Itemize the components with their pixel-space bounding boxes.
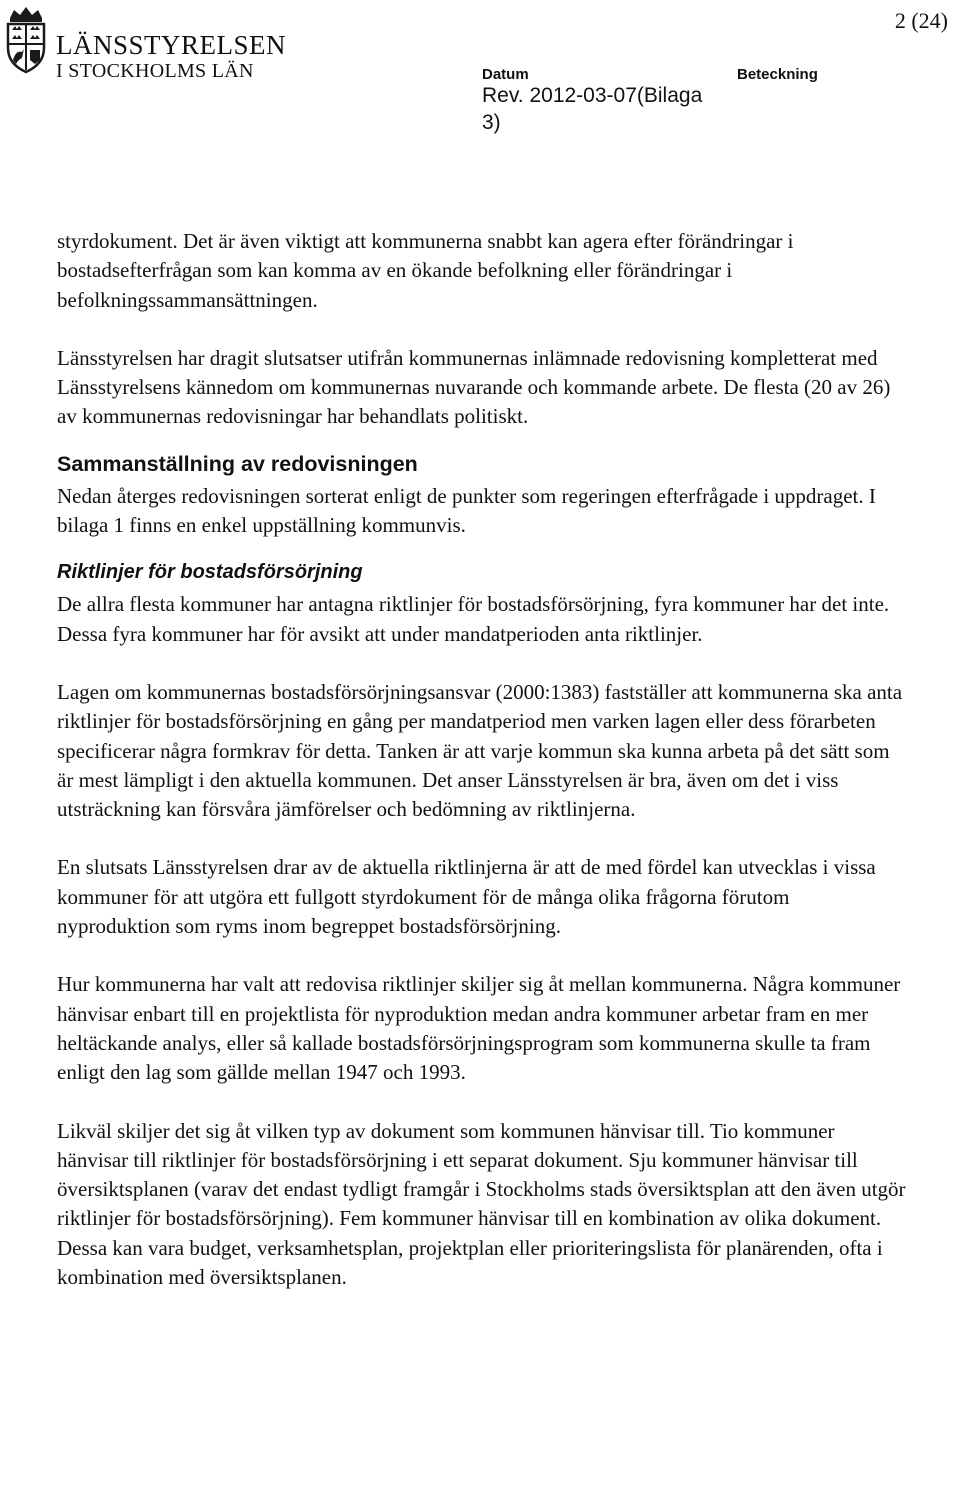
reference-label: Beteckning [737,66,818,83]
document-body [57,227,907,1321]
logo-text [56,30,286,82]
coat-of-arms-logo [2,4,50,76]
paragraph-conclusion: En slutsats Länsstyrelsen drar av de aktuella riktlinjerna är att de med fördel kan utvecklas i vissa kommuner för att utgöra ett fullgott styrdokument för de många olika frågorna förutom nyproduktion som ryms inom begreppet bostadsförsörjning. [57,855,876,939]
page-number: 2 (24) [894,8,948,33]
paragraph-document-types: Likväl skiljer det sig åt vilken typ av dokument som kommunen hänvisar till. Tio kommuner hänvisar till riktlinjer för bostadsförsörjning i ett separat dokument. Sju kommuner hänvisar till översiktsplanen (varav det endast tydligt framgår i Stockholms stads översiktsplan att den även utgör riktlinjer för bostadsförsörjning). Fem kommuner hänvisar till en kombination av olika dokument. Dessa kan vara budget, verksamhetsplan, projektplan eller prioriteringslista för planärenden, ofta i kombination med översiktsplanen. [57,1118,906,1290]
section-heading-summary: Sammanställning av redovisningen [57,451,418,476]
date-value: Rev. 2012-03-07(Bilaga 3) [482,84,703,134]
subsection-heading-guidelines: Riktlinjer för bostadsförsörjning [57,561,363,584]
paragraph-summary: Nedan återges redovisningen sorterat enligt de punkter som regeringen efterfrågade i uppdraget. I bilaga 1 finns en enkel uppställning kommunvis. [57,483,876,538]
paragraph-guidelines: De allra flesta kommuner har antagna riktlinjer för bostadsförsörjning, fyra kommuner har det inte. Dessa fyra kommuner har för avsikt att under mandatperioden anta riktlinjer. [57,592,890,646]
paragraph-law: Lagen om kommunernas bostadsförsörjningsansvar (2000:1383) fastställer att kommunerna ska anta riktlinjer för bostadsförsörjning en gång per mandatperiod men varken lagen eller dess förarbeten specificerar några formkrav för detta. Tanken är att varje kommun ska kunna arbeta på det sätt som är mest lämpligt i den aktuella kommunen. Det anser Länsstyrelsen är bra, även om det i viss utsträckning kan försvåra jämförelser och bedömning av riktlinjerna. [57,679,903,822]
paragraph-intro: styrdokument. Det är även viktigt att kommunerna snabbt kan agera efter förändringar i bostadsefterfrågan som kan komma av en ökande befolkning eller förändringar i befolkningssammansättningen. [57,229,794,312]
logo-line-county: I STOCKHOLMS LÄN [56,60,254,82]
paragraph-reporting: Hur kommunerna har valt att redovisa riktlinjer skiljer sig åt mellan kommunerna. Några kommuner hänvisar enbart till en projektlista för nyproduktion medan andra kommuner arbetar fram en mer heltäckande analys, eller så kallade bostadsförsörjningsprogram som kommunerna skulle ta fram enligt den lag som gällde mellan 1947 och 1993. [57,972,901,1085]
logo-line-organisation: LÄNSSTYRELSEN [56,30,287,60]
paragraph-conclusions: Länsstyrelsen har dragit slutsatser utifrån kommunernas inlämnade redovisning kompletterat med Länsstyrelsens kännedom om kommunernas nuvarande och kommande arbete. De flesta (20 av 26) av kommunernas redovisningar har behandlats politiskt. [57,345,891,429]
page-header [0,0,960,140]
date-label: Datum [482,66,529,83]
